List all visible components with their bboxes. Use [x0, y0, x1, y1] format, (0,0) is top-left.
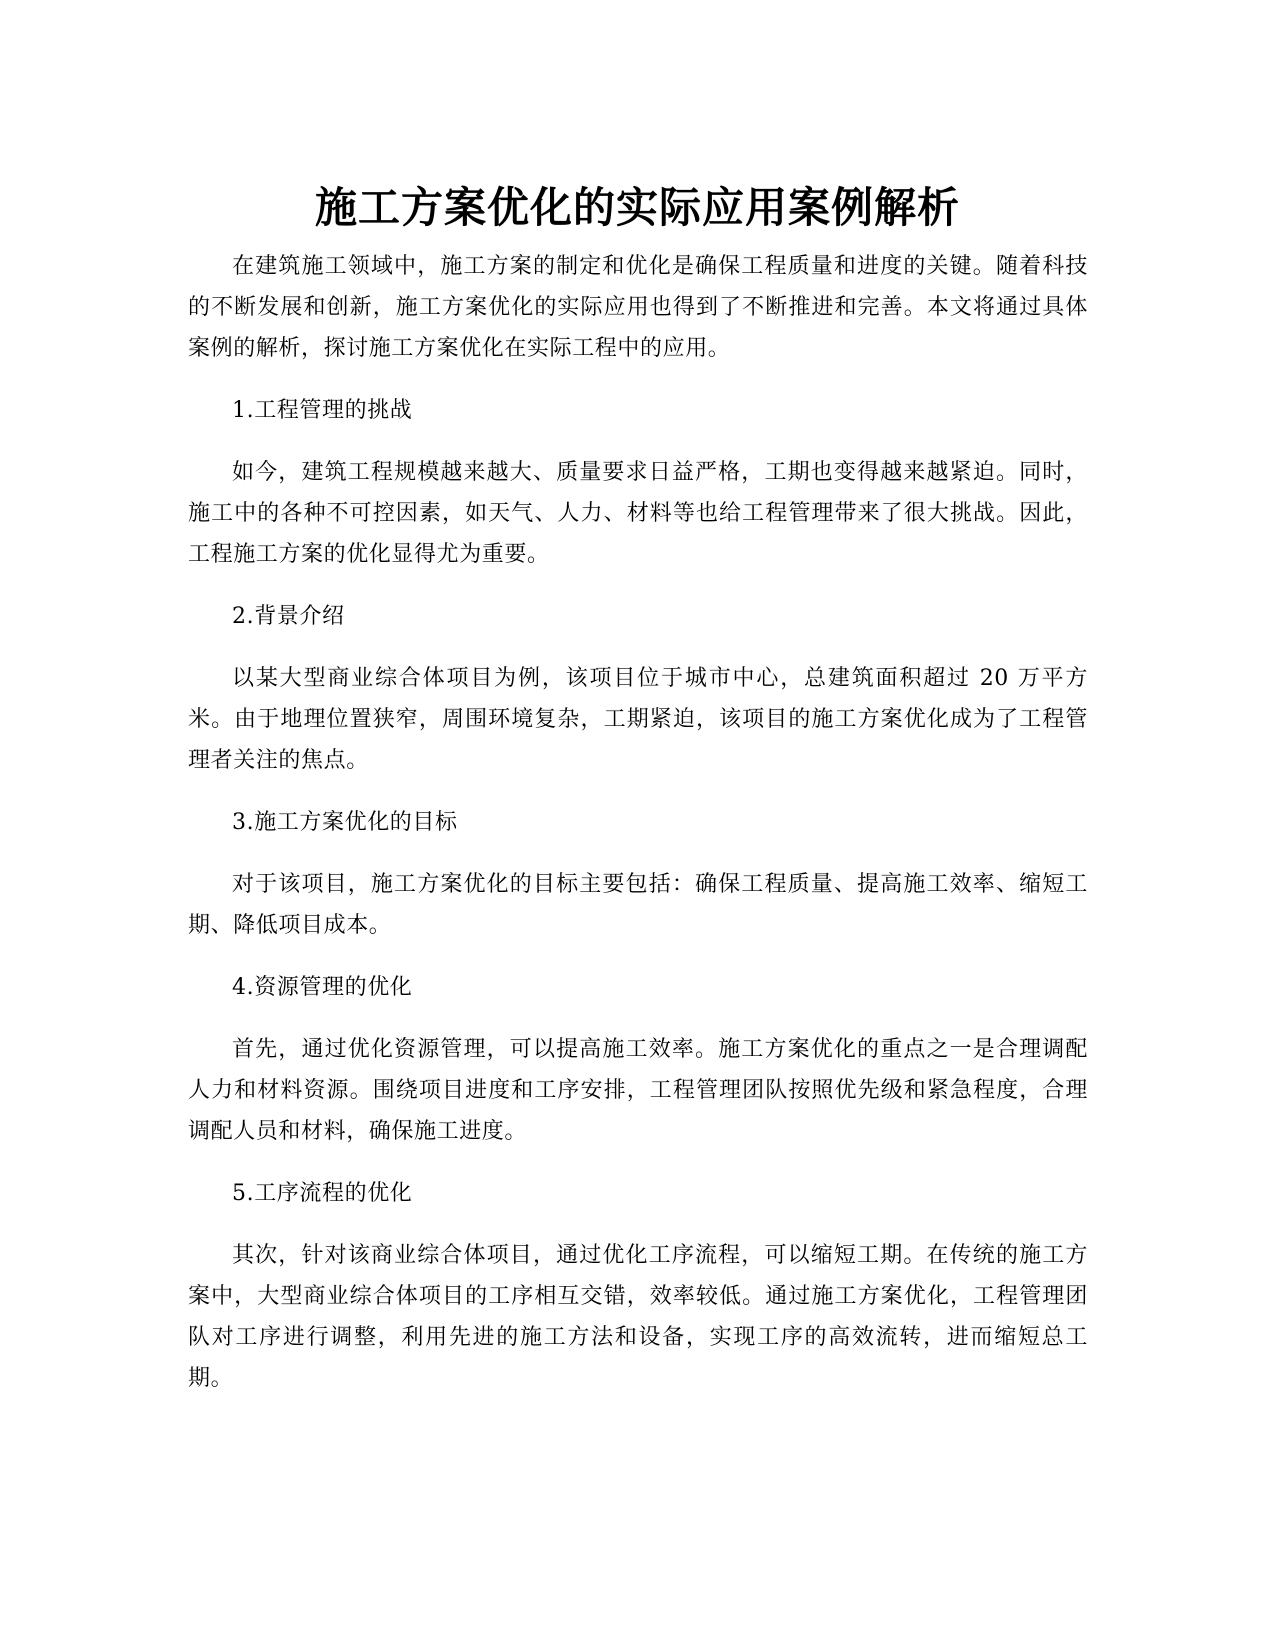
- section-paragraph-4: 首先，通过优化资源管理，可以提高施工效率。施工方案优化的重点之一是合理调配人力和材料资源。围绕项目进度和工序安排，工程管理团队按照优先级和紧急程度，合理调配人员和材料，确保施工进度。: [188, 1037, 1088, 1144]
- document-body: [188, 246, 1088, 1420]
- section-heading-3: 3.施工方案优化的目标: [232, 810, 458, 835]
- document-title: 施工方案优化的实际应用案例解析: [314, 183, 960, 233]
- section-paragraph-3: 对于该项目，施工方案优化的目标主要包括：确保工程质量、提高施工效率、缩短工期、降低项目成本。: [188, 872, 1088, 938]
- section-heading-4: 4.资源管理的优化: [232, 975, 413, 1000]
- intro-paragraph: 在建筑施工领域中，施工方案的制定和优化是确保工程质量和进度的关键。随着科技的不断发展和创新，施工方案优化的实际应用也得到了不断推进和完善。本文将通过具体案例的解析，探讨施工方案优化在实际工程中的应用。: [188, 254, 1088, 361]
- section-heading-1: 1.工程管理的挑战: [232, 398, 413, 423]
- section-heading-2: 2.背景介绍: [232, 604, 345, 629]
- section-paragraph-5: 其次，针对该商业综合体项目，通过优化工序流程，可以缩短工期。在传统的施工方案中，大型商业综合体项目的工序相互交错，效率较低。通过施工方案优化，工程管理团队对工序进行调整，利用先进的施工方法和设备，实现工序的高效流转，进而缩短总工期。: [188, 1243, 1088, 1391]
- section-heading-5: 5.工序流程的优化: [232, 1181, 413, 1206]
- section-paragraph-1: 如今，建筑工程规模越来越大、质量要求日益严格，工期也变得越来越紧迫。同时，施工中的各种不可控因素，如天气、人力、材料等也给工程管理带来了很大挑战。因此，工程施工方案的优化显得尤为重要。: [188, 460, 1088, 567]
- section-paragraph-2: 以某大型商业综合体项目为例，该项目位于城市中心，总建筑面积超过 20 万平方米。由于地理位置狭窄，周围环境复杂，工期紧迫，该项目的施工方案优化成为了工程管理者关注的焦点。: [188, 666, 1088, 773]
